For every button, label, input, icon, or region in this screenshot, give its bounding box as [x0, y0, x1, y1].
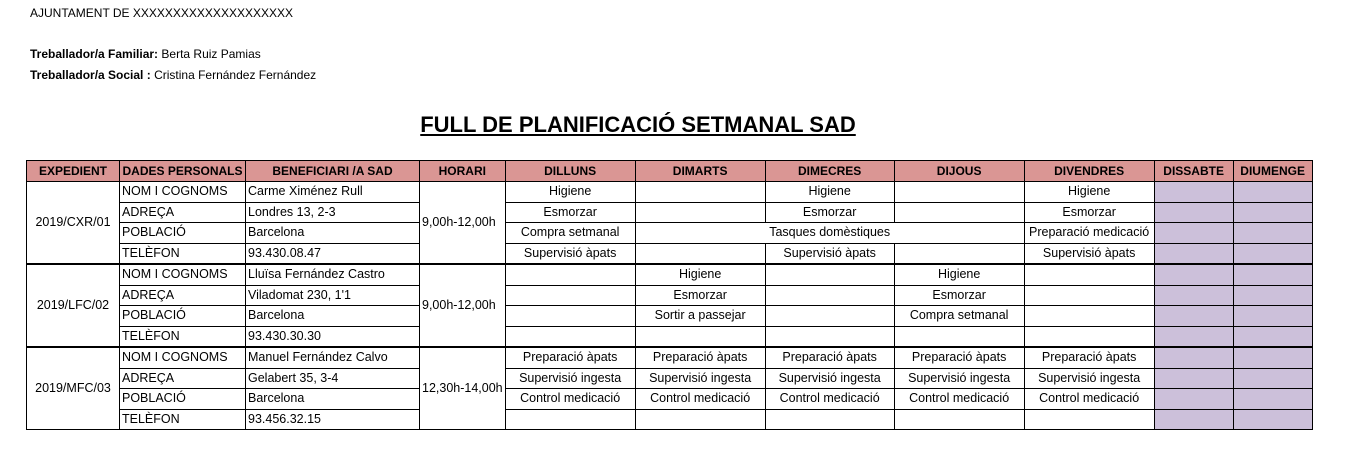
expedient-cell: 2019/MFC/03: [27, 347, 120, 430]
task-cell: Control medicació: [505, 389, 635, 410]
task-cell: Supervisió ingesta: [894, 368, 1024, 389]
task-cell: [635, 182, 765, 203]
table-row: [27, 389, 1313, 410]
task-cell: [894, 243, 1024, 264]
header-wednesday: DIMECRES: [765, 161, 894, 182]
task-cell: Higiene: [635, 264, 765, 285]
task-cell: Preparació medicació: [1024, 223, 1154, 244]
weekly-planning-table: [26, 160, 1313, 430]
weekend-cell: [1233, 389, 1312, 410]
task-cell: Supervisió àpats: [1024, 243, 1154, 264]
field-value: 93.430.30.30: [246, 326, 420, 347]
field-label: NOM I COGNOMS: [120, 347, 246, 368]
task-cell: Esmorzar: [635, 285, 765, 306]
task-cell: Sortir a passejar: [635, 306, 765, 327]
task-cell-merged: Tasques domèstiques: [635, 223, 1024, 244]
task-cell: [894, 326, 1024, 347]
header-tuesday: DIMARTS: [635, 161, 765, 182]
field-label: ADREÇA: [120, 285, 246, 306]
field-label: POBLACIÓ: [120, 223, 246, 244]
familiar-worker-name: Berta Ruiz Pamias: [161, 47, 261, 61]
weekend-cell: [1233, 202, 1312, 223]
task-cell: [1024, 326, 1154, 347]
task-cell: Compra setmanal: [894, 306, 1024, 327]
header-saturday: DISSABTE: [1154, 161, 1233, 182]
field-value: Barcelona: [246, 306, 420, 327]
field-label: ADREÇA: [120, 368, 246, 389]
task-cell: [505, 409, 635, 430]
field-value: Barcelona: [246, 389, 420, 410]
header-expedient: EXPEDIENT: [27, 161, 120, 182]
task-cell: Esmorzar: [765, 202, 894, 223]
task-cell: [505, 264, 635, 285]
task-cell: Compra setmanal: [505, 223, 635, 244]
field-value: Gelabert 35, 3-4: [246, 368, 420, 389]
task-cell: Supervisió ingesta: [635, 368, 765, 389]
field-label: ADREÇA: [120, 202, 246, 223]
task-cell: [635, 202, 765, 223]
familiar-worker-line: [30, 47, 261, 61]
schedule-cell: 9,00h-12,00h: [420, 264, 506, 347]
weekend-cell: [1154, 285, 1233, 306]
task-cell: Higiene: [1024, 182, 1154, 203]
task-cell: Control medicació: [1024, 389, 1154, 410]
table-row: [27, 347, 1313, 368]
task-cell: [765, 326, 894, 347]
task-cell: [505, 326, 635, 347]
task-cell: [894, 409, 1024, 430]
weekend-cell: [1154, 347, 1233, 368]
weekend-cell: [1233, 264, 1312, 285]
weekend-cell: [1233, 285, 1312, 306]
field-label: TELÈFON: [120, 243, 246, 264]
header-row: [27, 161, 1313, 182]
expedient-cell: 2019/LFC/02: [27, 264, 120, 347]
social-worker-line: [30, 68, 316, 82]
weekend-cell: [1233, 326, 1312, 347]
weekend-cell: [1154, 326, 1233, 347]
weekend-cell: [1154, 182, 1233, 203]
page-title: FULL DE PLANIFICACIÓ SETMANAL SAD: [420, 112, 856, 137]
field-label: NOM I COGNOMS: [120, 264, 246, 285]
table-row: [27, 409, 1313, 430]
task-cell: Control medicació: [635, 389, 765, 410]
task-cell: Supervisió ingesta: [1024, 368, 1154, 389]
task-cell: [1024, 285, 1154, 306]
field-label: TELÈFON: [120, 409, 246, 430]
weekend-cell: [1233, 347, 1312, 368]
task-cell: Higiene: [894, 264, 1024, 285]
task-cell: [635, 409, 765, 430]
task-cell: [505, 306, 635, 327]
task-cell: [894, 182, 1024, 203]
task-cell: [505, 285, 635, 306]
task-cell: [765, 409, 894, 430]
field-value: Viladomat 230, 1'1: [246, 285, 420, 306]
task-cell: [635, 326, 765, 347]
field-value: Lluïsa Fernández Castro: [246, 264, 420, 285]
table-row: [27, 202, 1313, 223]
table-row: [27, 264, 1313, 285]
task-cell: [1024, 306, 1154, 327]
task-cell: Control medicació: [765, 389, 894, 410]
task-cell: Supervisió ingesta: [765, 368, 894, 389]
weekend-cell: [1233, 182, 1312, 203]
task-cell: [894, 202, 1024, 223]
weekend-cell: [1233, 368, 1312, 389]
social-worker-label: Treballador/a Social :: [30, 68, 151, 82]
schedule-cell: 12,30h-14,00h: [420, 347, 506, 430]
task-cell: [765, 285, 894, 306]
header-beneficiary: BENEFICIARI /A SAD: [246, 161, 420, 182]
field-value: 93.456.32.15: [246, 409, 420, 430]
field-value: Londres 13, 2-3: [246, 202, 420, 223]
header-thursday: DIJOUS: [894, 161, 1024, 182]
weekend-cell: [1233, 243, 1312, 264]
weekend-cell: [1154, 243, 1233, 264]
field-value: Manuel Fernández Calvo: [246, 347, 420, 368]
header-friday: DIVENDRES: [1024, 161, 1154, 182]
header-personal-data: DADES PERSONALS: [120, 161, 246, 182]
social-worker-name: Cristina Fernández Fernández: [154, 68, 317, 82]
task-cell: [1024, 264, 1154, 285]
header-sunday: DIUMENGE: [1233, 161, 1312, 182]
field-label: POBLACIÓ: [120, 389, 246, 410]
task-cell: [1024, 409, 1154, 430]
weekend-cell: [1154, 264, 1233, 285]
task-cell: Esmorzar: [505, 202, 635, 223]
task-cell: Preparació àpats: [894, 347, 1024, 368]
task-cell: Preparació àpats: [505, 347, 635, 368]
task-cell: Supervisió ingesta: [505, 368, 635, 389]
task-cell: Esmorzar: [894, 285, 1024, 306]
task-cell: [765, 264, 894, 285]
task-cell: Preparació àpats: [635, 347, 765, 368]
task-cell: Preparació àpats: [765, 347, 894, 368]
weekend-cell: [1154, 389, 1233, 410]
organization-header: AJUNTAMENT DE XXXXXXXXXXXXXXXXXXXX: [30, 6, 293, 20]
weekend-cell: [1154, 409, 1233, 430]
task-cell: [635, 243, 765, 264]
task-cell: [765, 306, 894, 327]
weekend-cell: [1154, 306, 1233, 327]
weekend-cell: [1233, 409, 1312, 430]
task-cell: Higiene: [505, 182, 635, 203]
table-row: [27, 182, 1313, 203]
weekend-cell: [1154, 368, 1233, 389]
task-cell: Control medicació: [894, 389, 1024, 410]
field-label: NOM I COGNOMS: [120, 182, 246, 203]
task-cell: Supervisió àpats: [765, 243, 894, 264]
table-row: [27, 326, 1313, 347]
weekend-cell: [1233, 306, 1312, 327]
task-cell: Higiene: [765, 182, 894, 203]
table-row: [27, 243, 1313, 264]
table-row: [27, 223, 1313, 244]
field-value: 93.430.08.47: [246, 243, 420, 264]
task-cell: Supervisió àpats: [505, 243, 635, 264]
table-row: [27, 306, 1313, 327]
weekend-cell: [1233, 223, 1312, 244]
familiar-worker-label: Treballador/a Familiar:: [30, 47, 159, 61]
field-label: POBLACIÓ: [120, 306, 246, 327]
table-row: [27, 368, 1313, 389]
expedient-cell: 2019/CXR/01: [27, 182, 120, 265]
weekend-cell: [1154, 202, 1233, 223]
header-monday: DILLUNS: [505, 161, 635, 182]
table-row: [27, 285, 1313, 306]
schedule-cell: 9,00h-12,00h: [420, 182, 506, 265]
task-cell: Preparació àpats: [1024, 347, 1154, 368]
header-schedule: HORARI: [420, 161, 506, 182]
field-value: Carme Ximénez Rull: [246, 182, 420, 203]
field-value: Barcelona: [246, 223, 420, 244]
weekend-cell: [1154, 223, 1233, 244]
task-cell: Esmorzar: [1024, 202, 1154, 223]
field-label: TELÈFON: [120, 326, 246, 347]
